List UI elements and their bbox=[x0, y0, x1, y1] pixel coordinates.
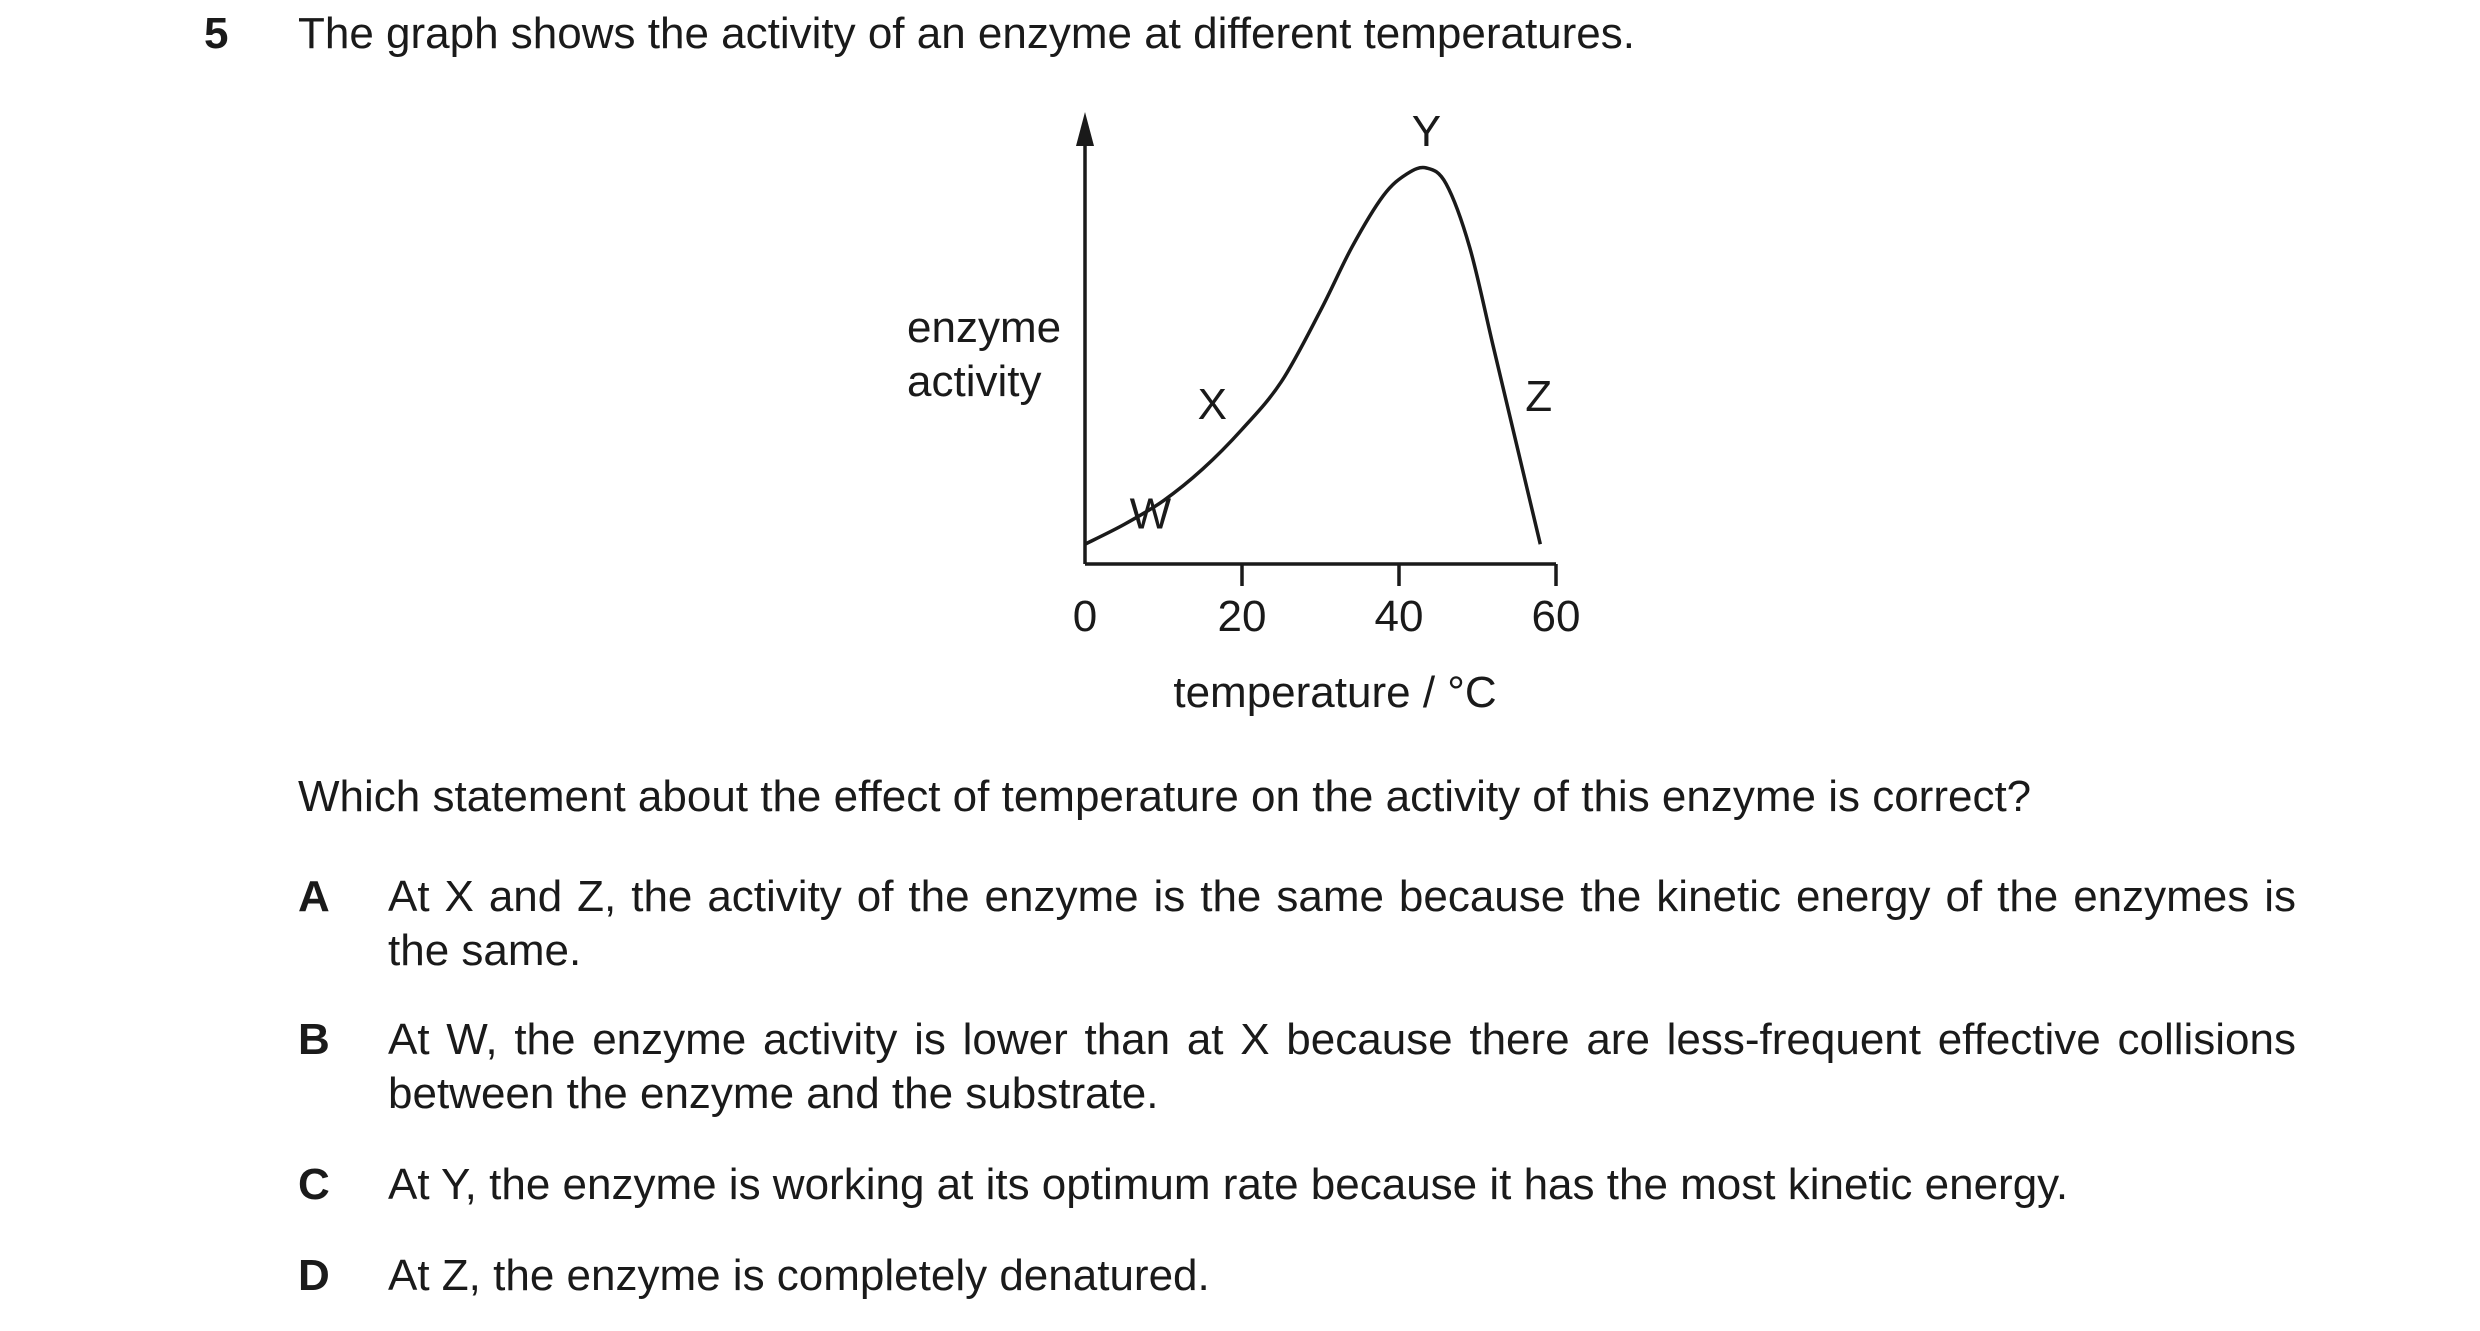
point-label-x: X bbox=[1197, 380, 1227, 430]
question-prompt: Which statement about the effect of temperature on the activity of this enzyme is correct? bbox=[298, 772, 2032, 821]
option-b[interactable] bbox=[298, 1013, 2296, 1121]
x-axis-label: temperature / °C bbox=[1173, 668, 1497, 717]
enzyme-activity-curve bbox=[1085, 168, 1540, 545]
option-text: At Z, the enzyme is completely denatured. bbox=[388, 1251, 1210, 1300]
x-tick-label: 0 bbox=[1072, 592, 1098, 641]
y-axis-label: activity bbox=[907, 357, 1042, 406]
option-letter: A bbox=[298, 872, 330, 921]
option-text: At X and Z, the activity of the enzyme is the same because the kinetic energy of the enzymes is the same. bbox=[388, 872, 2296, 975]
option-c[interactable] bbox=[298, 1158, 2296, 1212]
y-axis-label: enzyme bbox=[907, 303, 1062, 352]
option-a[interactable] bbox=[298, 870, 2296, 978]
option-letter: B bbox=[298, 1015, 330, 1064]
point-label-y: Y bbox=[1411, 107, 1442, 156]
question-number: 5 bbox=[204, 9, 229, 58]
point-label-z: Z bbox=[1525, 372, 1553, 422]
option-letter: D bbox=[298, 1251, 330, 1300]
point-label-w: W bbox=[1129, 489, 1172, 539]
option-letter: C bbox=[298, 1160, 330, 1209]
option-text: At Y, the enzyme is working at its optimum rate because it has the most kinetic energy. bbox=[388, 1160, 2069, 1209]
question-stem: The graph shows the activity of an enzyme at different temperatures. bbox=[298, 9, 1635, 58]
y-axis-arrow-icon bbox=[1076, 112, 1094, 146]
x-tick-label: 60 bbox=[1531, 592, 1581, 641]
x-tick-label: 20 bbox=[1217, 592, 1267, 641]
x-tick-label: 40 bbox=[1374, 592, 1424, 641]
option-d[interactable] bbox=[298, 1249, 2296, 1303]
option-text: At W, the enzyme activity is lower than at X because there are less-frequent effective collisions between the enzyme and the substrate. bbox=[388, 1015, 2296, 1118]
